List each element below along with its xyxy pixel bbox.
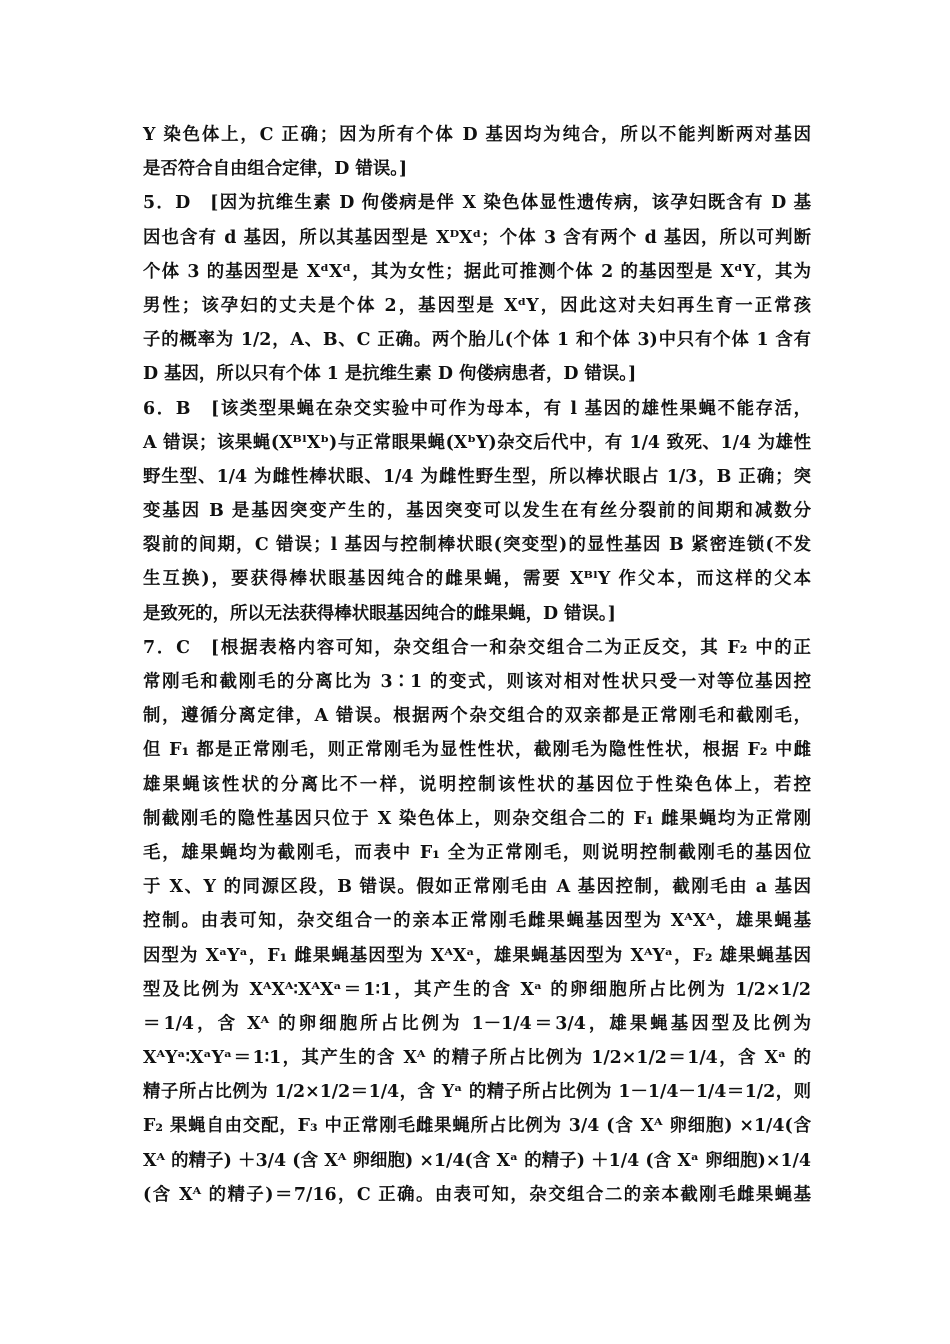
text-line: 是否符合自由组合定律，D 错误。]: [143, 159, 408, 180]
text-line: 因型为 XᵃYᵃ，F₁ 雌果蝇基因型为 XᴬXᵃ，雄果蝇基因型为 XᴬYᵃ，F₂ 雄果蝇基因: [143, 945, 811, 966]
text-line: 变基因 B 是基因突变产生的，基因突变可以发生在有丝分裂前的间期和减数分: [143, 501, 811, 522]
text-line: 野生型、1/4 为雌性棒状眼、1/4 为雌性野生型，所以棒状眼占 1/3，B 正确；突: [143, 466, 811, 487]
text-line: Y 染色体上，C 正确；因为所有个体 D 基因均为纯合，所以不能判断两对基因: [143, 125, 811, 145]
text-line: 制截刚毛的隐性基因只位于 X 染色体上，则杂交组合二的 F₁ 雌果蝇均为正常刚: [143, 808, 811, 829]
text-line: (含 Xᴬ 的精子)＝7/16，C 正确。由表可知，杂交组合二的亲本截刚毛雌果蝇基: [143, 1184, 811, 1205]
text-line: 制，遵循分离定律，A 错误。根据两个杂交组合的双亲都是正常刚毛和截刚毛，: [143, 706, 811, 727]
text-line: 个体 3 的基因型是 XᵈXᵈ，其为女性；据此可推测个体 2 的基因型是 XᵈY，其为: [143, 261, 811, 282]
text-line: 精子所占比例为 1/2×1/2＝1/4，含 Yᵃ 的精子所占比例为 1－1/4－1/4＝1/2，则: [143, 1082, 811, 1103]
text-line: 裂前的间期，C 错误；l 基因与控制棒状眼(突变型)的显性基因 B 紧密连锁(不发: [143, 535, 811, 556]
text-line: 男性；该孕妇的丈夫是个体 2，基因型是 XᵈY，因此这对夫妇再生育一正常孩: [143, 295, 811, 316]
text-line: D 基因，所以只有个体 1 是抗维生素 D 佝偻病患者，D 错误。]: [143, 364, 637, 385]
text-line: 6．B [该类型果蝇在杂交实验中可作为母本，有 l 基因的雄性果蝇不能存活，: [143, 398, 811, 419]
text-line: F₂ 果蝇自由交配，F₃ 中正常刚毛雌果蝇所占比例为 3/4 (含 Xᴬ 卵细胞) ×1/4(含: [143, 1116, 811, 1137]
text-line: Xᴬ 的精子) ＋3/4 (含 Xᴬ 卵细胞) ×1/4(含 Xᵃ 的精子) ＋1/4 (含 Xᵃ 卵细胞)×1/4: [143, 1150, 811, 1171]
answer-text-page: [143, 118, 811, 1212]
text-line: 雄果蝇该性状的分离比不一样，说明控制该性状的基因位于性染色体上，若控: [143, 774, 811, 795]
text-line: 常刚毛和截刚毛的分离比为 3∶1 的变式，则该对相对性状只受一对等位基因控: [143, 672, 811, 692]
text-line: 但 F₁ 都是正常刚毛，则正常刚毛为显性性状，截刚毛为隐性性状，根据 F₂ 中雌: [143, 740, 811, 761]
text-line: 5．D [因为抗维生素 D 佝偻病是伴 X 染色体显性遗传病，该孕妇既含有 D 基: [143, 193, 811, 214]
text-line: 是致死的，所以无法获得棒状眼基因纯合的雌果蝇，D 错误。]: [143, 603, 616, 624]
text-line: 型及比例为 XᴬXᴬ∶XᴬXᵃ＝1∶1，其产生的含 Xᵃ 的卵细胞所占比例为 1/2×1/2: [143, 979, 811, 1000]
text-line: 控制。由表可知，杂交组合一的亲本正常刚毛雌果蝇基因型为 XᴬXᴬ，雄果蝇基: [143, 911, 811, 932]
text-line: 7．C [根据表格内容可知，杂交组合一和杂交组合二为正反交，其 F₂ 中的正: [143, 637, 811, 658]
text-line: 因也含有 d 基因，所以其基因型是 XᴰXᵈ；个体 3 含有两个 d 基因，所以可判断: [143, 227, 811, 248]
text-line: 于 X、Y 的同源区段，B 错误。假如正常刚毛由 A 基因控制，截刚毛由 a 基因: [143, 877, 811, 898]
text-line: XᴬYᵃ∶XᵃYᵃ＝1∶1，其产生的含 Xᴬ 的精子所占比例为 1/2×1/2＝1/4，含 Xᵃ 的: [143, 1048, 811, 1069]
text-line: A 错误；该果蝇(XᴮˡXᵇ)与正常眼果蝇(XᵇY)杂交后代中，有 1/4 致死、1/4 为雄性: [143, 432, 811, 453]
text-line: ＝1/4，含 Xᴬ 的卵细胞所占比例为 1－1/4＝3/4，雄果蝇基因型及比例为: [143, 1013, 811, 1034]
text-line: 生互换)，要获得棒状眼基因纯合的雌果蝇，需要 XᴮˡY 作父本，而这样的父本: [143, 569, 811, 590]
text-line: 毛，雄果蝇均为截刚毛，而表中 F₁ 全为正常刚毛，则说明控制截刚毛的基因位: [143, 842, 811, 863]
text-line: 子的概率为 1/2，A、B、C 正确。两个胎儿(个体 1 和个体 3)中只有个体 1 含有: [143, 330, 811, 351]
